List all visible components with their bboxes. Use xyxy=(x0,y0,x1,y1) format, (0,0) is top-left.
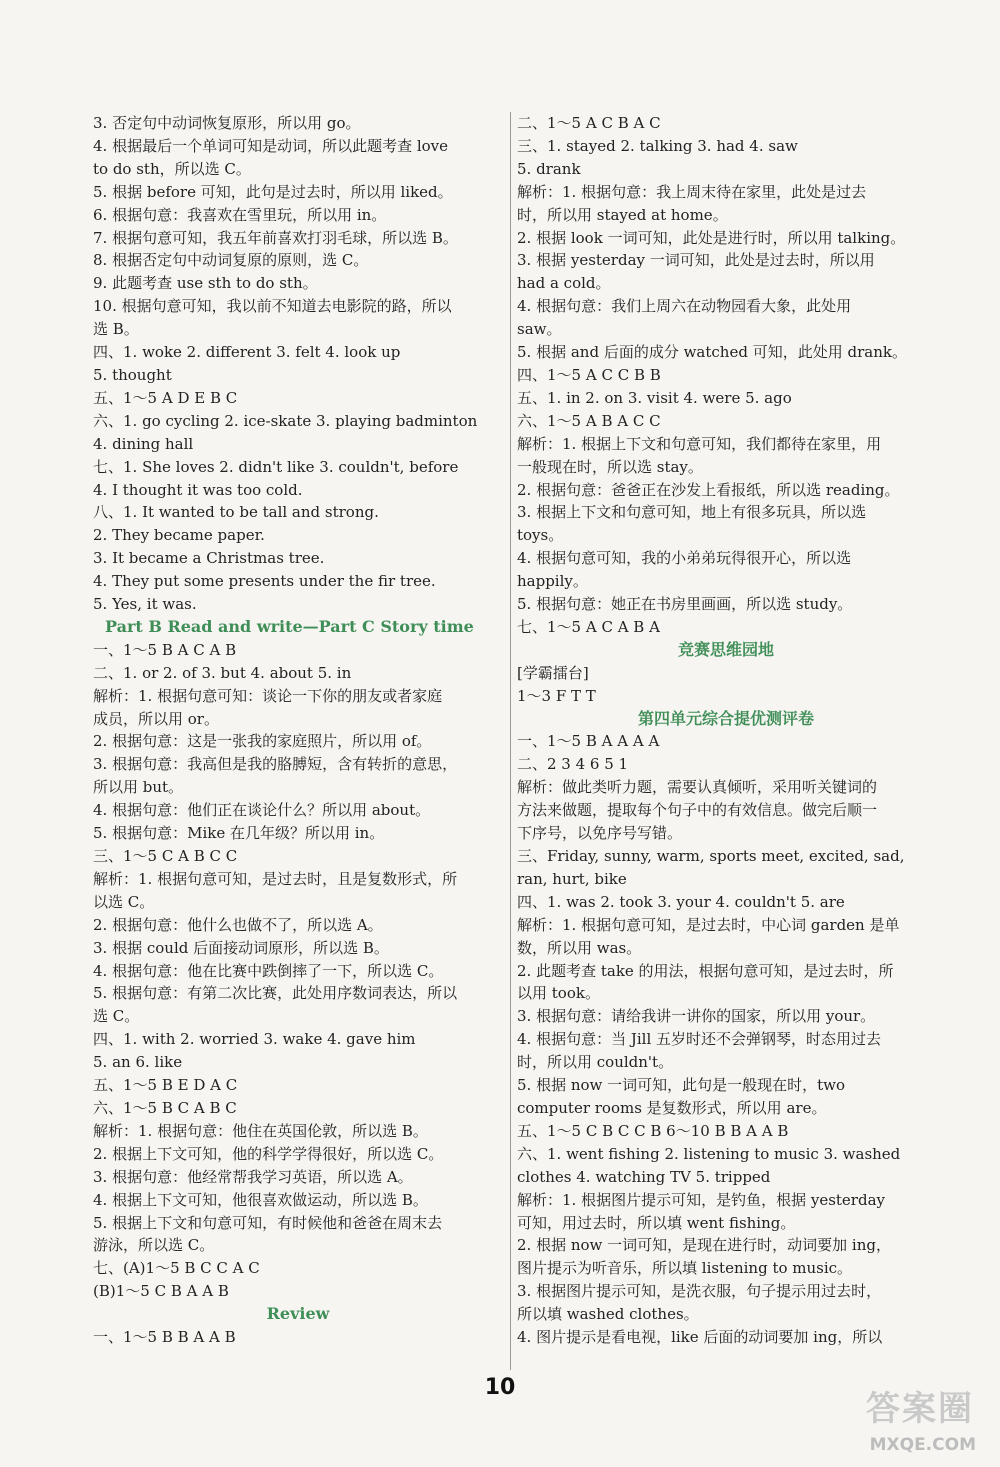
answer-line: toys。 xyxy=(517,526,564,545)
answer-line: 5. thought xyxy=(93,365,172,384)
answer-line: 七、1. She loves 2. didn't like 3. couldn't, before xyxy=(93,457,459,476)
answer-line: 一、1～5 B A A A A xyxy=(517,732,660,751)
section-heading: Review xyxy=(266,1304,330,1324)
answer-line: 3. It became a Christmas tree. xyxy=(93,549,325,568)
section-heading: 第四单元综合提优测评卷 xyxy=(637,708,814,728)
answer-line: 五、1～5 A D E B C xyxy=(93,388,238,407)
answer-line: 可知，用过去时，所以填 went fishing。 xyxy=(517,1213,796,1232)
section-heading: Part B Read and write—Part C Story time xyxy=(105,616,474,636)
answer-line: 四、1～5 A C C B B xyxy=(517,365,661,384)
answer-line: 三、Friday, sunny, warm, sports meet, excited, sad, xyxy=(517,847,905,865)
answer-line: 解析：1. 根据图片提示可知，是钓鱼，根据 yesterday xyxy=(517,1190,885,1209)
answer-line: (B)1～5 C B A A B xyxy=(93,1282,229,1301)
answer-line: 3. 根据句意：我高但是我的胳膊短，含有转折的意思， xyxy=(93,755,458,774)
answer-line: 4. I thought it was too cold. xyxy=(93,480,303,499)
answer-line: 7. 根据句意可知，我五年前喜欢打羽毛球，所以选 B。 xyxy=(93,228,458,247)
answer-line: 3. 根据图片提示可知，是洗衣服，句子提示用过去时， xyxy=(517,1282,882,1301)
answer-line: saw。 xyxy=(517,320,562,339)
answer-line: 七、1～5 A C A B A xyxy=(517,617,660,636)
answer-line: 5. Yes, it was. xyxy=(93,595,197,614)
answer-line: 4. 根据句意可知，我的小弟弟玩得很开心，所以选 xyxy=(517,549,852,568)
answer-line: 4. 根据最后一个单词可知是动词，所以此题考查 love xyxy=(93,136,449,155)
answer-line: 三、1～5 C A B C C xyxy=(93,847,238,865)
answer-line: 下序号，以免序号写错。 xyxy=(517,824,683,843)
answer-line: 10. 根据句意可知，我以前不知道去电影院的路，所以 xyxy=(93,297,452,316)
section-heading: 竞赛思维园地 xyxy=(677,639,774,659)
answer-line: 四、1. with 2. worried 3. wake 4. gave him xyxy=(93,1030,416,1049)
answer-line: 2. 根据 look 一词可知，此处是进行时，所以用 talking。 xyxy=(517,228,906,247)
answer-line: 四、1. was 2. took 3. your 4. couldn't 5. are xyxy=(517,892,845,911)
answer-line: 5. 根据句意：有第二次比赛，此处用序数词表达，所以 xyxy=(93,984,458,1003)
answer-line: 5. 根据 before 可知，此句是过去时，所以用 liked。 xyxy=(93,182,453,201)
answer-line: 以用 took。 xyxy=(517,984,600,1003)
answer-line: ran, hurt, bike xyxy=(517,869,627,888)
answer-line: 一、1～5 B A C A B xyxy=(93,640,237,659)
page-number: 10 xyxy=(484,1375,516,1400)
answer-line: 3. 根据句意：请给我讲一讲你的国家，所以用 your。 xyxy=(517,1007,876,1026)
answer-line: 解析：1. 根据句意可知，是过去时，且是复数形式，所 xyxy=(93,869,458,888)
answer-line: 5. an 6. like xyxy=(93,1053,183,1072)
answer-line: 解析：1. 根据句意：我上周末待在家里，此处是过去 xyxy=(517,182,867,201)
answer-line: 9. 此题考查 use sth to do sth。 xyxy=(93,274,318,293)
answer-line: 一般现在时，所以选 stay。 xyxy=(517,457,703,476)
answer-line: 选 B。 xyxy=(93,320,139,339)
answer-line: 五、1. in 2. on 3. visit 4. were 5. ago xyxy=(517,388,792,407)
answer-line: 一、1～5 B B A A B xyxy=(93,1328,236,1347)
answer-line: 选 C。 xyxy=(93,1007,140,1026)
answer-line: 3. 根据句意：他经常帮我学习英语，所以选 A。 xyxy=(93,1167,413,1186)
answer-line: 时，所以用 couldn't。 xyxy=(517,1053,674,1072)
watermark-logo-text: 答案圈 xyxy=(866,1389,974,1429)
left-column xyxy=(93,112,503,1349)
answer-line: 2. They became paper. xyxy=(93,526,265,545)
answer-line: 解析：做此类听力题，需要认真倾听，采用听关键词的 xyxy=(517,778,878,797)
answer-line: 五、1～5 C B C C B 6～10 B B A A B xyxy=(517,1121,789,1140)
answer-line: 七、(A)1～5 B C C A C xyxy=(93,1259,260,1278)
answer-line: 解析：1. 根据句意可知：谈论一下你的朋友或者家庭 xyxy=(93,686,443,705)
answer-line: clothes 4. watching TV 5. tripped xyxy=(517,1167,771,1186)
answer-line: 二、1～5 A C B A C xyxy=(517,114,661,132)
answer-line: 5. 根据 now 一词可知，此句是一般现在时，two xyxy=(517,1076,846,1095)
answer-line: 四、1. woke 2. different 3. felt 4. look up xyxy=(93,343,401,362)
answer-line: 所以填 washed clothes。 xyxy=(517,1305,699,1324)
answer-line: 以选 C。 xyxy=(93,892,155,911)
answer-line: 二、1. or 2. of 3. but 4. about 5. in xyxy=(93,663,352,682)
answer-line: 六、1. went fishing 2. listening to music 3. washed xyxy=(517,1144,901,1163)
answer-line: 5. 根据上下文和句意可知，有时候他和爸爸在周末去 xyxy=(93,1213,443,1232)
answer-line: had a cold。 xyxy=(517,274,611,293)
answer-line: 4. 根据上下文可知，他很喜欢做运动，所以选 B。 xyxy=(93,1190,428,1209)
answer-line: 4. They put some presents under the fir tree. xyxy=(93,572,436,591)
answer-line: 4. 图片提示是看电视，like 后面的动词要加 ing，所以 xyxy=(517,1328,883,1347)
watermark-logo xyxy=(832,1381,982,1459)
answer-line: 解析：1. 根据上下文和句意可知，我们都待在家里，用 xyxy=(517,434,882,453)
answer-line: 八、1. It wanted to be tall and strong. xyxy=(93,503,379,522)
answer-line: 解析：1. 根据句意可知，是过去时，中心词 garden 是单 xyxy=(517,915,900,934)
answer-line: 6. 根据句意：我喜欢在雪里玩，所以用 in。 xyxy=(93,205,387,224)
answer-line: computer rooms 是复数形式，所以用 are。 xyxy=(517,1098,827,1117)
answer-line: 5. drank xyxy=(517,159,581,178)
answer-line: 3. 根据 could 后面接动词原形，所以选 B。 xyxy=(93,938,389,957)
answer-line: 5. 根据句意：她正在书房里画画，所以选 study。 xyxy=(517,595,853,614)
answer-line: 数，所以用 was。 xyxy=(517,938,642,957)
answer-line: 所以用 but。 xyxy=(93,778,184,797)
answer-line: 2. 根据上下文可知，他的科学学得很好，所以选 C。 xyxy=(93,1144,444,1163)
answer-line: 5. 根据 and 后面的成分 watched 可知，此处用 drank。 xyxy=(517,343,907,362)
answer-line: 4. 根据句意：他们正在谈论什么？所以用 about。 xyxy=(93,801,431,820)
answer-line: 时，所以用 stayed at home。 xyxy=(517,205,728,224)
answer-line: 成员，所以用 or。 xyxy=(93,709,219,728)
answer-line: 2. 根据句意：爸爸正在沙发上看报纸，所以选 reading。 xyxy=(517,480,900,499)
answer-line: 游泳，所以选 C。 xyxy=(93,1236,215,1255)
answer-line: 六、1～5 A B A C C xyxy=(517,411,661,430)
right-column xyxy=(517,112,935,1349)
answer-line: 六、1～5 B C A B C xyxy=(93,1098,237,1117)
answer-line: 解析：1. 根据句意：他住在英国伦敦，所以选 B。 xyxy=(93,1121,428,1140)
answer-line: 4. 根据句意：我们上周六在动物园看大象，此处用 xyxy=(517,297,852,316)
answer-line: 4. 根据句意：当 Jill 五岁时还不会弹钢琴，时态用过去 xyxy=(517,1030,882,1049)
answer-line: 六、1. go cycling 2. ice-skate 3. playing badminton xyxy=(93,411,478,430)
answer-line: 4. 根据句意：他在比赛中跌倒摔了一下，所以选 C。 xyxy=(93,961,444,980)
answer-line: 图片提示为听音乐，所以填 listening to music。 xyxy=(517,1259,853,1278)
answer-line: 2. 根据句意：他什么也做不了，所以选 A。 xyxy=(93,915,383,934)
answer-line: 二、2 3 4 6 5 1 xyxy=(517,755,629,774)
answer-line: 五、1～5 B E D A C xyxy=(93,1076,238,1095)
answer-line: 8. 根据否定句中动词复原的原则，选 C。 xyxy=(93,251,369,270)
answer-line: 2. 根据句意：这是一张我的家庭照片，所以用 of。 xyxy=(93,732,432,751)
answer-line: 3. 否定句中动词恢复原形，所以用 go。 xyxy=(93,114,361,132)
answer-line: 1～3 F T T xyxy=(517,686,596,705)
answer-line: 3. 根据上下文和句意可知，地上有很多玩具，所以选 xyxy=(517,503,867,522)
answer-line: 2. 此题考查 take 的用法，根据句意可知，是过去时，所 xyxy=(517,961,894,980)
answer-line: 4. dining hall xyxy=(93,434,194,453)
answer-line: 3. 根据 yesterday 一词可知，此处是过去时，所以用 xyxy=(517,251,875,270)
watermark-url: MXQE.COM xyxy=(869,1435,976,1455)
column-divider xyxy=(510,112,511,1370)
answer-line: 方法来做题，提取每个句子中的有效信息。做完后顺一 xyxy=(517,801,878,820)
answer-line: 2. 根据 now 一词可知，是现在进行时，动词要加 ing， xyxy=(517,1236,891,1255)
answer-line: to do sth，所以选 C。 xyxy=(93,159,251,178)
answer-line: 5. 根据句意：Mike 在几年级？所以用 in。 xyxy=(93,824,385,843)
answer-line: [学霸擂台] xyxy=(517,663,589,682)
answer-line: happily。 xyxy=(517,572,588,591)
answer-line: 三、1. stayed 2. talking 3. had 4. saw xyxy=(517,136,798,155)
